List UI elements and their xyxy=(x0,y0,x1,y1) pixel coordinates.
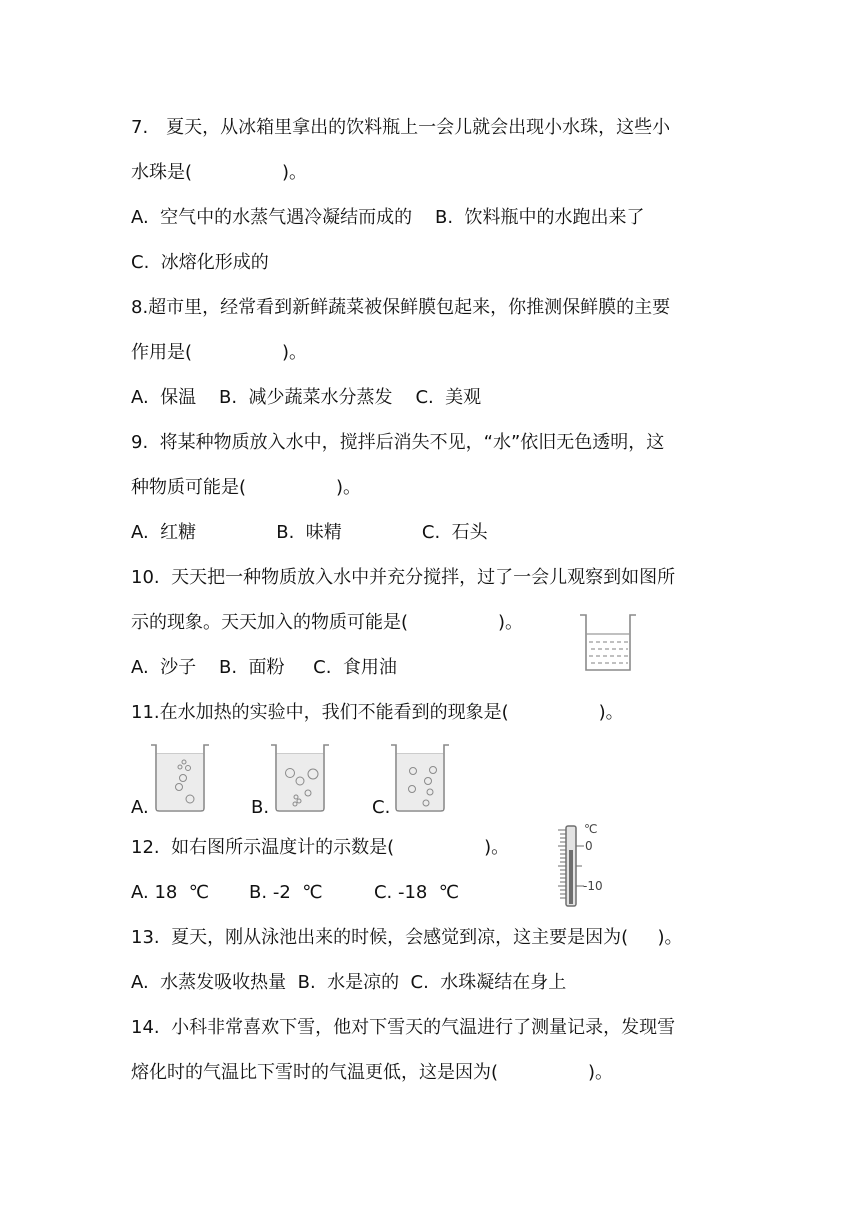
q9-options: A. 红糖 B. 味精 C. 石头 xyxy=(131,522,488,543)
q14-line-1: 14. 小科非常喜欢下雪，他对下雪天的气温进行了测量记录，发现雪 xyxy=(131,1017,676,1038)
q13-line-1: 13. 夏天，刚从泳池出来的时候，会感觉到凉，这主要是因为( )。 xyxy=(131,927,683,948)
q10-options: A. 沙子 B. 面粉 C. 食用油 xyxy=(131,657,397,678)
q10-beaker-figure xyxy=(578,612,638,674)
q8-line-2: 作用是( )。 xyxy=(131,342,308,363)
thermometer-zero-label: 0 xyxy=(585,839,593,853)
q8-line-1: 8.超市里，经常看到新鲜蔬菜被保鲜膜包起来，你推测保鲜膜的主要 xyxy=(131,297,671,318)
q10-line-1: 10. 天天把一种物质放入水中并充分搅拌，过了一会儿观察到如图所 xyxy=(131,567,676,588)
q12-options: A. 18 ℃ B. -2 ℃ C. -18 ℃ xyxy=(131,882,460,903)
q12-thermometer-figure xyxy=(554,820,610,910)
q7-line-2: 水珠是( )。 xyxy=(131,162,308,183)
thermometer-minus-ten-label: -10 xyxy=(583,879,603,893)
q7-options-2: C. 冰熔化形成的 xyxy=(131,252,269,273)
thermometer-unit-label: ℃ xyxy=(584,822,598,836)
q11-beaker-a xyxy=(150,742,210,814)
q11-option-c-label: C. xyxy=(372,797,391,818)
q14-line-2: 熔化时的气温比下雪时的气温更低，这是因为( )。 xyxy=(131,1062,614,1083)
q11-beaker-b xyxy=(270,742,330,814)
q12-line-1: 12. 如右图所示温度计的示数是( )。 xyxy=(131,837,510,858)
q13-options: A. 水蒸发吸收热量 B. 水是凉的 C. 水珠凝结在身上 xyxy=(131,972,567,993)
q11-line-1: 11.在水加热的实验中，我们不能看到的现象是( )。 xyxy=(131,702,624,723)
q7-line-1: 7. 夏天，从冰箱里拿出的饮料瓶上一会儿就会出现小水珠，这些小 xyxy=(131,117,671,138)
q11-beaker-c xyxy=(390,742,450,814)
q11-option-b-label: B. xyxy=(251,797,270,818)
q9-line-2: 种物质可能是( )。 xyxy=(131,477,362,498)
q11-option-a-label: A. xyxy=(131,797,149,818)
q8-options: A. 保温 B. 减少蔬菜水分蒸发 C. 美观 xyxy=(131,387,482,408)
q7-options-1: A. 空气中的水蒸气遇冷凝结而成的 B. 饮料瓶中的水跑出来了 xyxy=(131,207,645,228)
q10-line-2: 示的现象。天天加入的物质可能是( )。 xyxy=(131,612,524,633)
q9-line-1: 9. 将某种物质放入水中，搅拌后消失不见，“水”依旧无色透明，这 xyxy=(131,432,665,453)
